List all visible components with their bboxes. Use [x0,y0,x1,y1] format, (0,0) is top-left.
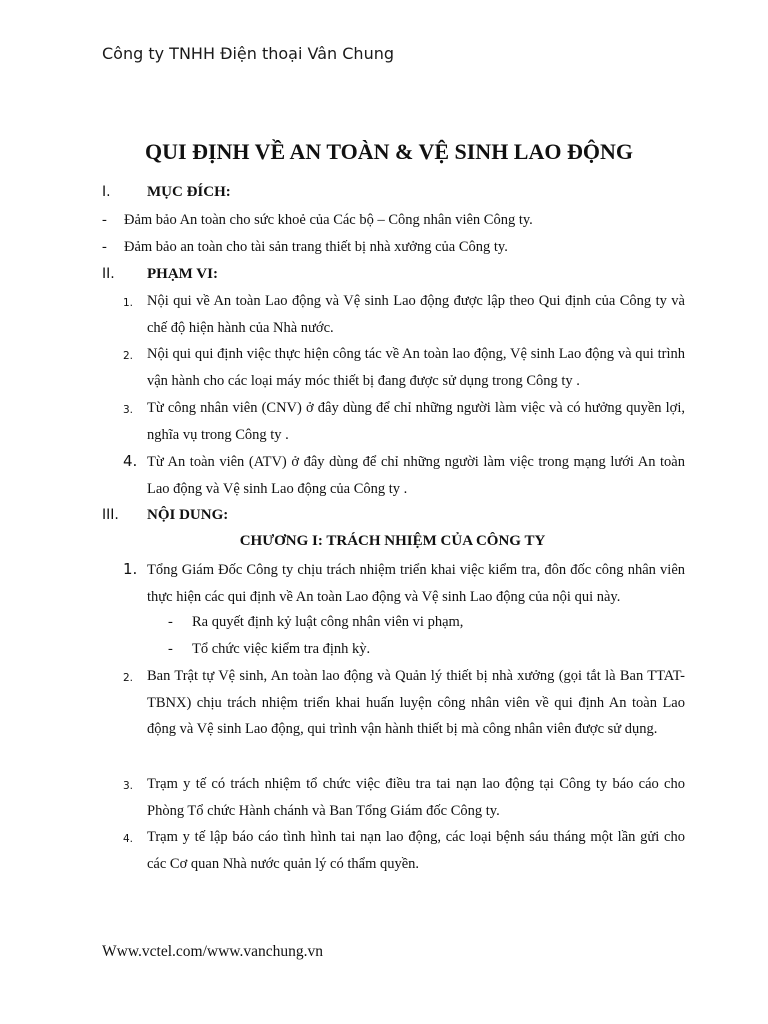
numbered-item-text: Tổng Giám Đốc Công ty chịu trách nhiệm triển khai việc kiểm tra, đôn đốc công nhân viên thực hiện các qui định về An toàn Lao động và Vệ sinh Lao động của nội qui này. [147,562,685,605]
item-number: 3. [123,780,134,792]
numbered-item-text: Trạm y tế lập báo cáo tình hình tai nạn lao động, các loại bệnh sáu tháng một lần gửi cho các Cơ quan Nhà nước quản lý có thẩm quyền. [147,829,685,872]
item-number: 3. [123,404,134,416]
document-title: QUI ĐỊNH VỀ AN TOÀN & VỆ SINH LAO ĐỘNG [145,139,633,164]
numbered-item-text: Nội qui qui định việc thực hiện công tác về An toàn lao động, Vệ sinh Lao động và qui trình vận hành cho các loại máy móc thiết bị đang được sử dụng trong Công ty . [147,346,685,389]
numbered-item-text: Từ công nhân viên (CNV) ở đây dùng để chỉ những người làm việc và có hưởng quyền lợi, nghĩa vụ trong Công ty . [147,400,685,443]
dash-marker: - [102,212,107,228]
item-number: 4. [123,452,138,470]
numbered-item [123,771,685,824]
numbered-item-text: Từ An toàn viên (ATV) ở đây dùng để chỉ những người làm việc trong mạng lưới An toàn Lao động và Vệ sinh Lao động của Công ty . [147,454,685,497]
item-number: 1. [123,560,138,578]
item-number: 1. [123,297,134,309]
sub-list-item-text: Ra quyết định kỷ luật công nhân viên vi phạm, [192,614,464,630]
section-number: I. [102,184,111,200]
section-heading: MỤC ĐÍCH: [147,184,231,200]
numbered-item-text: Nội qui về An toàn Lao động và Vệ sinh Lao động được lập theo Qui định của Công ty và chế độ hiện hành của Nhà nước. [147,293,685,336]
section-heading: NỘI DUNG: [147,507,229,523]
section-number: III. [102,507,119,523]
numbered-item [123,288,685,341]
numbered-item [123,449,685,502]
list-item-text: Đảm bảo an toàn cho tài sản trang thiết bị nhà xưởng của Công ty. [124,239,508,255]
chapter-heading: CHƯƠNG I: TRÁCH NHIỆM CỦA CÔNG TY [239,533,546,549]
section-number: II. [102,266,115,282]
numbered-item-text: Ban Trật tự Vệ sinh, An toàn lao động và Quản lý thiết bị nhà xưởng (gọi tắt là Ban TTAT-TBNX) chịu trách nhiệm triển khai huấn luyện công nhân viên về qui định An toàn Lao động và Vệ sinh Lao động, qui trình vận hành thiết bị mà công nhân viên được sử dụng. [147,668,685,737]
item-number: 2. [123,672,134,684]
item-number: 2. [123,350,134,362]
dash-marker: - [102,239,107,255]
numbered-item-text: Trạm y tế có trách nhiệm tổ chức việc điều tra tai nạn lao động tại Công ty báo cáo cho Phòng Tổ chức Hành chánh và Ban Tổng Giám đốc Công ty. [147,776,685,819]
footer-website: Www.vctel.com/www.vanchung.vn [102,943,323,960]
numbered-item [123,395,685,448]
section-heading: PHẠM VI: [147,266,218,282]
company-header: Công ty TNHH Điện thoại Vân Chung [102,44,394,63]
sub-list-item-text: Tổ chức việc kiểm tra định kỳ. [192,641,371,657]
numbered-item [123,663,685,743]
dash-marker: - [168,641,173,657]
numbered-item [123,557,685,610]
list-item-text: Đảm bảo An toàn cho sức khoẻ của Các bộ – Công nhân viên Công ty. [124,212,533,228]
numbered-item [123,824,685,877]
item-number: 4. [123,833,134,845]
dash-marker: - [168,614,173,630]
numbered-item [123,341,685,394]
